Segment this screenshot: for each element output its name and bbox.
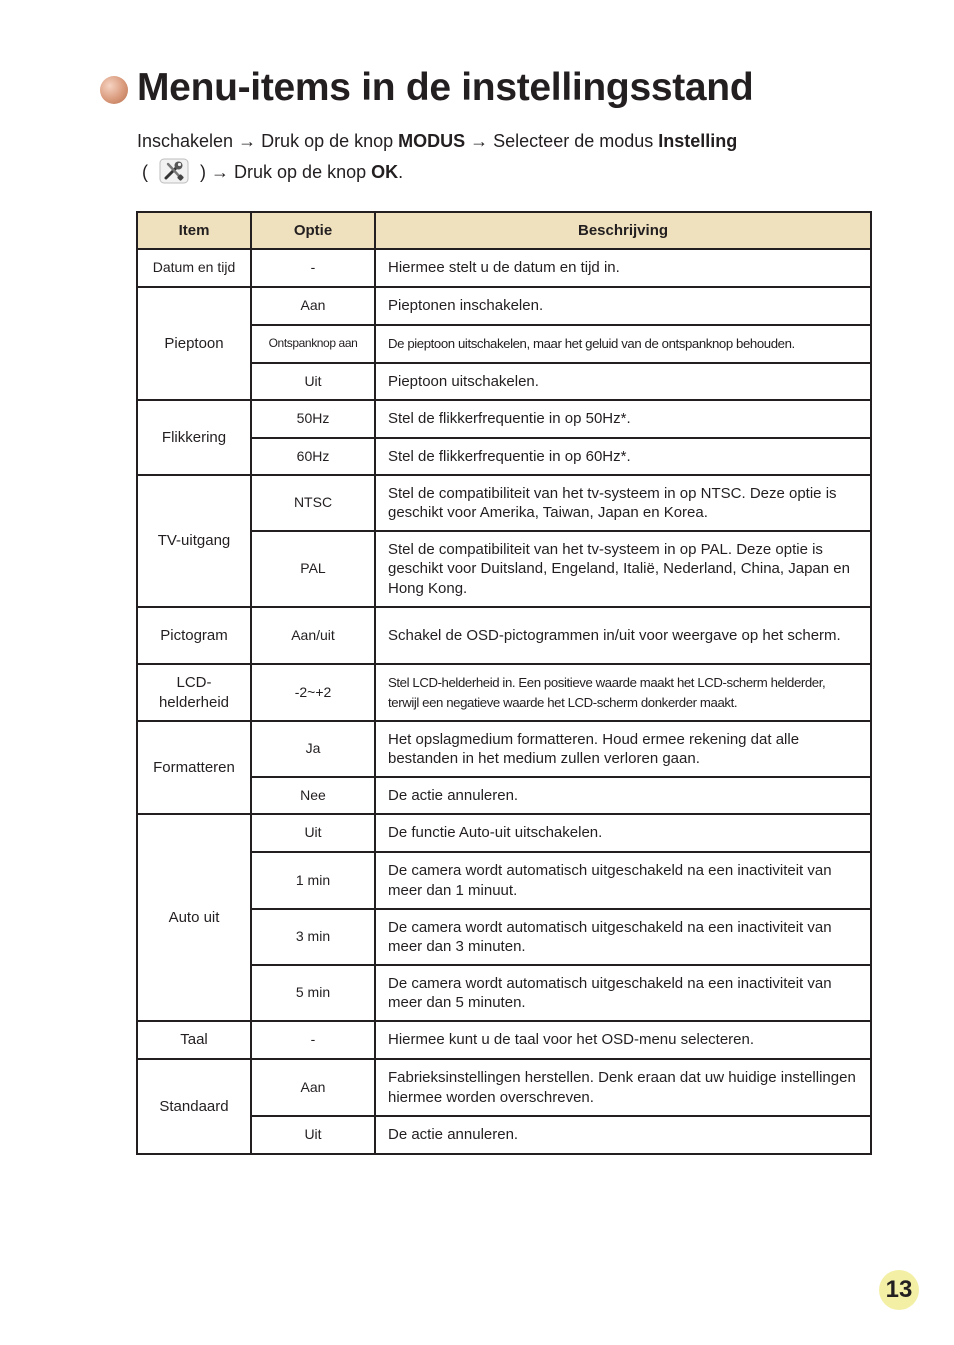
description-cell: De camera wordt automatisch uitgeschakeld na een inactiviteit van meer dan 5 minuten. [375, 965, 871, 1021]
intro-text-5: . [398, 162, 404, 182]
settings-table [136, 211, 872, 1155]
option-cell: -2~+2 [251, 664, 375, 721]
description-cell: De functie Auto-uit uitschakelen. [375, 814, 871, 852]
table-row [137, 400, 871, 438]
intro-text-4: ) → Druk op de knop [200, 162, 372, 182]
description-cell: Stel de compatibiliteit van het tv-systeem in op PAL. Deze optie is geschikt voor Duitsland, Engeland, Italië, Nederland, China, Japan en Hong Kong. [375, 531, 871, 607]
option-cell: Aan [251, 287, 375, 325]
item-cell: LCD-helderheid [137, 664, 251, 721]
description-cell: Hiermee kunt u de taal voor het OSD-menu selecteren. [375, 1021, 871, 1059]
title-bullet-icon [100, 76, 128, 104]
intro-line-2 [137, 157, 737, 188]
page-title: Menu-items in de instellingsstand [137, 66, 754, 109]
header-description: Beschrijving [375, 212, 871, 249]
header-item: Item [137, 212, 251, 249]
intro-text-1: Inschakelen → Druk op de knop [137, 131, 399, 151]
description-cell: Stel LCD-helderheid in. Een positieve waarde maakt het LCD-scherm helderder, terwijl een negatieve waarde het LCD-scherm donkerder maakt. [375, 664, 871, 721]
table-row [137, 664, 871, 721]
intro-instructions [137, 126, 737, 188]
option-cell: NTSC [251, 475, 375, 531]
wrench-screwdriver-icon [159, 158, 189, 184]
option-cell: - [251, 249, 375, 287]
intro-bold-modus: MODUS [398, 131, 466, 151]
description-cell: Schakel de OSD-pictogrammen in/uit voor weergave op het scherm. [375, 607, 871, 664]
option-cell: - [251, 1021, 375, 1059]
header-option: Optie [251, 212, 375, 249]
option-cell: Ja [251, 721, 375, 777]
option-cell: 50Hz [251, 400, 375, 438]
table-row [137, 1059, 871, 1116]
description-cell: De camera wordt automatisch uitgeschakeld na een inactiviteit van meer dan 3 minuten. [375, 909, 871, 965]
item-cell: Pieptoon [137, 287, 251, 400]
option-cell: 1 min [251, 852, 375, 909]
option-cell: Uit [251, 363, 375, 400]
option-cell: Uit [251, 814, 375, 852]
description-cell: De actie annuleren. [375, 777, 871, 814]
table-row [137, 721, 871, 777]
table-row [137, 814, 871, 852]
description-cell: De pieptoon uitschakelen, maar het geluid van de ontspanknop behouden. [375, 325, 871, 363]
table-row [137, 249, 871, 287]
option-cell: Uit [251, 1116, 375, 1154]
description-cell: Het opslagmedium formatteren. Houd ermee rekening dat alle bestanden in het medium zullen verloren gaan. [375, 721, 871, 777]
intro-text-2: → Selecteer de modus [465, 131, 659, 151]
item-cell: Taal [137, 1021, 251, 1059]
item-cell: Flikkering [137, 400, 251, 475]
description-cell: Fabrieksinstellingen herstellen. Denk eraan dat uw huidige instellingen hiermee worden overschreven. [375, 1059, 871, 1116]
option-cell: PAL [251, 531, 375, 607]
description-cell: Pieptoon uitschakelen. [375, 363, 871, 400]
table-row [137, 287, 871, 325]
page-number-badge: 13 [879, 1270, 919, 1310]
option-cell: 5 min [251, 965, 375, 1021]
option-cell: Aan [251, 1059, 375, 1116]
item-cell: Pictogram [137, 607, 251, 664]
intro-bold-ok: OK [371, 162, 399, 182]
option-cell: 3 min [251, 909, 375, 965]
item-cell: Formatteren [137, 721, 251, 814]
description-cell: Stel de flikkerfrequentie in op 60Hz*. [375, 438, 871, 475]
description-cell: De actie annuleren. [375, 1116, 871, 1154]
option-cell: Ontspanknop aan [251, 325, 375, 363]
option-cell: 60Hz [251, 438, 375, 475]
description-cell: De camera wordt automatisch uitgeschakeld na een inactiviteit van meer dan 1 minuut. [375, 852, 871, 909]
item-cell: Auto uit [137, 814, 251, 1021]
table-row [137, 475, 871, 531]
description-cell: Pieptonen inschakelen. [375, 287, 871, 325]
description-cell: Hiermee stelt u de datum en tijd in. [375, 249, 871, 287]
intro-bold-instelling: Instelling [658, 131, 738, 151]
option-cell: Aan/uit [251, 607, 375, 664]
item-cell: TV-uitgang [137, 475, 251, 607]
intro-line-1 [137, 126, 737, 157]
table-row [137, 607, 871, 664]
description-cell: Stel de compatibiliteit van het tv-systeem in op NTSC. Deze optie is geschikt voor Amerika, Taiwan, Japan en Korea. [375, 475, 871, 531]
option-cell: Nee [251, 777, 375, 814]
description-cell: Stel de flikkerfrequentie in op 50Hz*. [375, 400, 871, 438]
item-cell: Datum en tijd [137, 249, 251, 287]
table-header-row [137, 212, 871, 249]
intro-text-3: ( [142, 162, 148, 182]
table-row [137, 1021, 871, 1059]
item-cell: Standaard [137, 1059, 251, 1154]
